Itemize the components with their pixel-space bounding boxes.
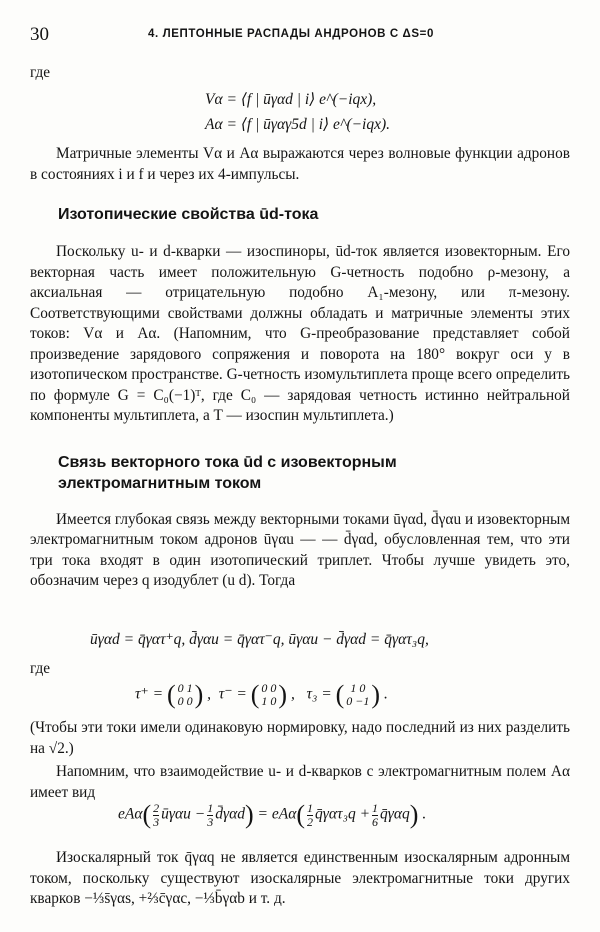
tau-plus-matrix: 0 1 0 0 <box>177 681 193 708</box>
isotopic-paragraph: Поскольку u- и d-кварки — изоспиноры, ūd-ток является изовекторным. Его векторная часть имеет положительную G-четность подобно ρ-мезону, а аксиальная — отрицательную подобно A₁-мезону, или π-мезону. Соответствующими свойствами должны обладать и матричные элементы этих токов: Vα и Aα. (Напомним, что G-преобразование представляет собой произведение зарядового сопряжения и поворота на 180° вокруг оси y в изотопическом пространстве. G-четность изомультиплета проще всего определить по формуле G = C₀(−1)ᵀ, где C₀ — зарядовая четность истинно нейтральной компоненты мультиплета, а T — изоспин мультиплета.) <box>30 243 570 424</box>
closing-paragraph: Изоскалярный ток q̄γαq не является единственным изоскалярным адронным током, поскольку существуют изоскалярные электромагнитные токи других кварков −⅓s̄γαs, +⅔c̄γαc, −⅓b̄γαb и т. д. <box>30 849 570 907</box>
section-heading-line2: электромагнитным током <box>58 475 262 492</box>
equation-currents: ūγαd = q̄γατ⁺q, d̄γαu = q̄γατ⁻q, ūγαu − d̄γαd = q̄γατ₃q, <box>90 631 429 648</box>
section-heading-isotopic: Изотопические свойства ūd-тока <box>58 206 319 223</box>
section-heading-line1: Связь векторного тока ūd с изовекторным <box>58 454 397 471</box>
tau-minus-matrix: 0 0 1 0 <box>261 681 277 708</box>
vector-current-paragraph: Имеется глубокая связь между векторными токами ūγαd, d̄γαu и изовекторным электромагнитным током адронов ūγαu — — d̄γαd, обусловленная тем, что эти три тока входят в один изотопический триплет. Чтобы лучше увидеть это, обозначим через q изодублет (u d). Тогда <box>30 511 570 589</box>
normalization-note: (Чтобы эти токи имели одинаковую нормировку, надо последний из них разделить на √2.) <box>30 719 570 757</box>
tau-3-label: τ₃ = <box>306 685 332 703</box>
equation-tau-matrices: τ⁺ = ( 0 1 0 0 ) , τ⁻ = ( 0 0 1 0 ) , τ₃ = ( 1 0 0 −1 ) . <box>135 680 388 709</box>
equation-a-alpha: Aα = ⟨f | ūγαγ5d | i⟩ e^(−iqx). <box>205 116 391 133</box>
em-interaction-paragraph: Напомним, что взаимодействие u- и d-кварков с электромагнитным полем Aα имеет вид <box>30 763 570 801</box>
tau-minus-label: τ⁻ = <box>218 685 247 703</box>
intro-paragraph: Матричные элементы Vα и Aα выражаются через волновые функции адронов в состояниях i и f и через их 4-импульсы. <box>30 145 570 183</box>
where-label: где <box>30 64 51 81</box>
tau-3-matrix: 1 0 0 −1 <box>346 681 370 708</box>
tau-plus-label: τ⁺ = <box>135 685 164 703</box>
page-number: 30 <box>30 24 49 45</box>
equation-em-interaction: eAα( $\frac{2}{3}$ ūγαu − $\frac{1}{3}$ d̄γαd) = eAα( $\frac{1}{2}$ q̄γατ₃q + $\frac{1}{6}$ q̄γαq) . <box>118 800 427 829</box>
where-label-2: где <box>30 660 51 677</box>
equation-v-alpha: Vα = ⟨f | ūγαd | i⟩ e^(−iqx), <box>205 91 377 108</box>
section-heading-vector-current <box>58 452 397 494</box>
page-header <box>30 24 570 46</box>
running-title: 4. ЛЕПТОННЫЕ РАСПАДЫ АНДРОНОВ С ΔS=0 <box>148 28 434 40</box>
